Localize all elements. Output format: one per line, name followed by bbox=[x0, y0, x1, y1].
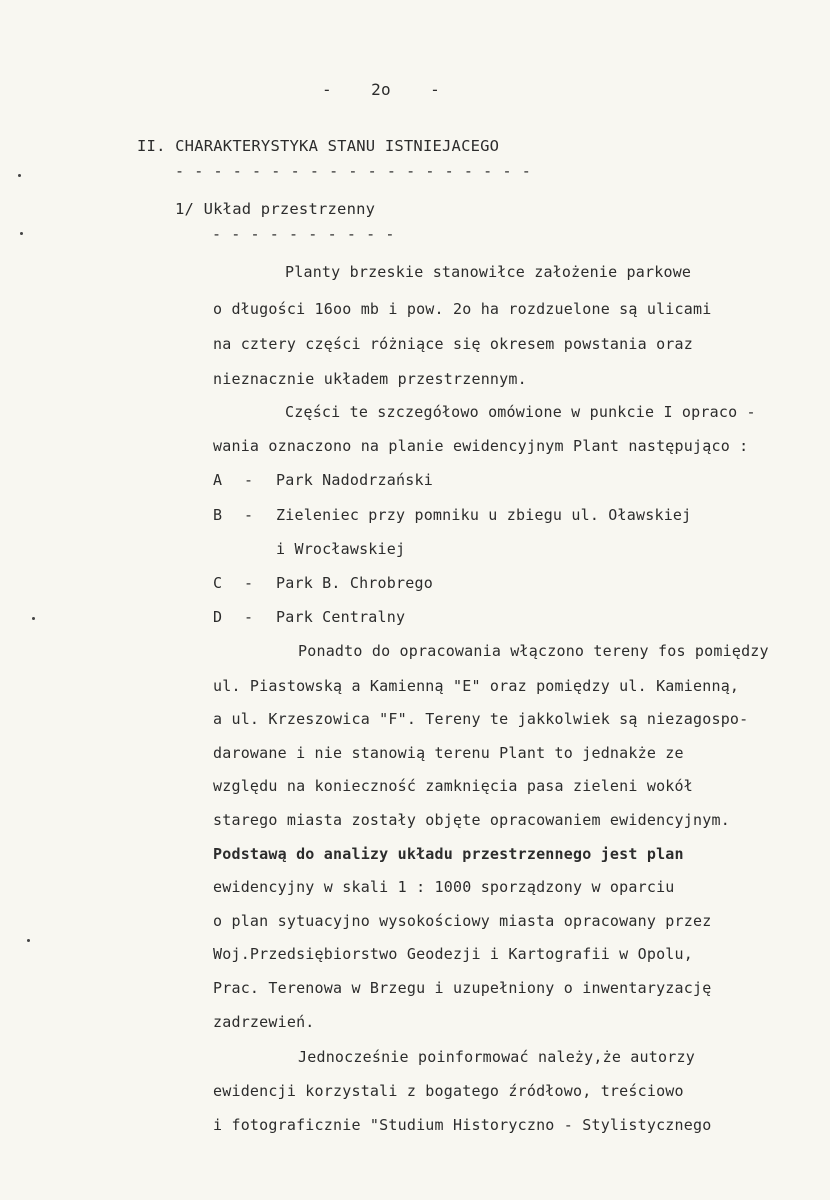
paragraph-line: Jednocześnie poinformować należy,że autorzy bbox=[298, 1048, 695, 1066]
list-item-continuation: i Wrocławskiej bbox=[276, 540, 406, 558]
section-title-underline: - - - - - - - - - - - - - - - - - - - bbox=[175, 162, 532, 180]
paper-speck bbox=[32, 617, 35, 620]
paper-speck bbox=[20, 232, 23, 235]
paragraph-line: wania oznaczono na planie ewidencyjnym Plant następująco : bbox=[213, 437, 749, 455]
page-number: - 2o - bbox=[322, 80, 440, 99]
list-item-text: Park Centralny bbox=[276, 608, 406, 626]
paper-speck bbox=[27, 939, 30, 942]
list-item-letter: C bbox=[213, 574, 223, 592]
paragraph-line: Podstawą do analizy układu przestrzennego jest plan bbox=[213, 845, 684, 863]
list-item-dash: - bbox=[244, 608, 254, 626]
list-item-letter: B bbox=[213, 506, 223, 524]
paragraph-line: Woj.Przedsiębiorstwo Geodezji i Kartografii w Opolu, bbox=[213, 945, 693, 963]
list-item-text: Park Nadodrzański bbox=[276, 471, 433, 489]
paragraph-line: darowane i nie stanowią terenu Plant to jednakże ze bbox=[213, 744, 684, 762]
paragraph-line: względu na konieczność zamknięcia pasa zieleni wokół bbox=[213, 777, 693, 795]
subsection-title: 1/ Układ przestrzenny bbox=[175, 200, 376, 218]
paragraph-line: Prac. Terenowa w Brzegu i uzupełniony o inwentaryzację bbox=[213, 979, 712, 997]
paper-speck bbox=[18, 174, 21, 177]
list-item-dash: - bbox=[244, 574, 254, 592]
list-item-dash: - bbox=[244, 506, 254, 524]
paragraph-line: i fotograficznie "Studium Historyczno - Stylistycznego bbox=[213, 1116, 712, 1134]
paragraph-line: nieznacznie układem przestrzennym. bbox=[213, 370, 527, 388]
paragraph-line: a ul. Krzeszowica "F". Tereny te jakkolwiek są niezagospo- bbox=[213, 710, 749, 728]
paragraph-line: Ponadto do opracowania włączono tereny fos pomiędzy bbox=[298, 642, 769, 660]
paragraph-line: ewidencji korzystali z bogatego źródłowo, treściowo bbox=[213, 1082, 684, 1100]
paragraph-line: Części te szczegółowo omówione w punkcie I opraco - bbox=[285, 403, 756, 421]
paragraph-line: na cztery części różniące się okresem powstania oraz bbox=[213, 335, 693, 353]
paragraph-line: ul. Piastowską a Kamienną "E" oraz pomiędzy ul. Kamienną, bbox=[213, 677, 740, 695]
list-item-text: Zieleniec przy pomniku u zbiegu ul. Oławskiej bbox=[276, 506, 692, 524]
list-item-text: Park B. Chrobrego bbox=[276, 574, 433, 592]
paragraph-line: ewidencyjny w skali 1 : 1000 sporządzony w oparciu bbox=[213, 878, 675, 896]
paragraph-line: starego miasta zostały objęte opracowaniem ewidencyjnym. bbox=[213, 811, 730, 829]
paragraph-line: o długości 16oo mb i pow. 2o ha rozdzuelone są ulicami bbox=[213, 300, 712, 318]
list-item-dash: - bbox=[244, 471, 254, 489]
section-title: II. CHARAKTERYSTYKA STANU ISTNIEJACEGO bbox=[137, 137, 500, 155]
paragraph-line: Planty brzeskie stanowiłce założenie parkowe bbox=[285, 263, 692, 281]
paragraph-line: zadrzewień. bbox=[213, 1013, 315, 1031]
subsection-title-underline: - - - - - - - - - - bbox=[212, 225, 395, 243]
paragraph-line: o plan sytuacyjno wysokościowy miasta opracowany przez bbox=[213, 912, 712, 930]
list-item-letter: A bbox=[213, 471, 223, 489]
list-item-letter: D bbox=[213, 608, 223, 626]
